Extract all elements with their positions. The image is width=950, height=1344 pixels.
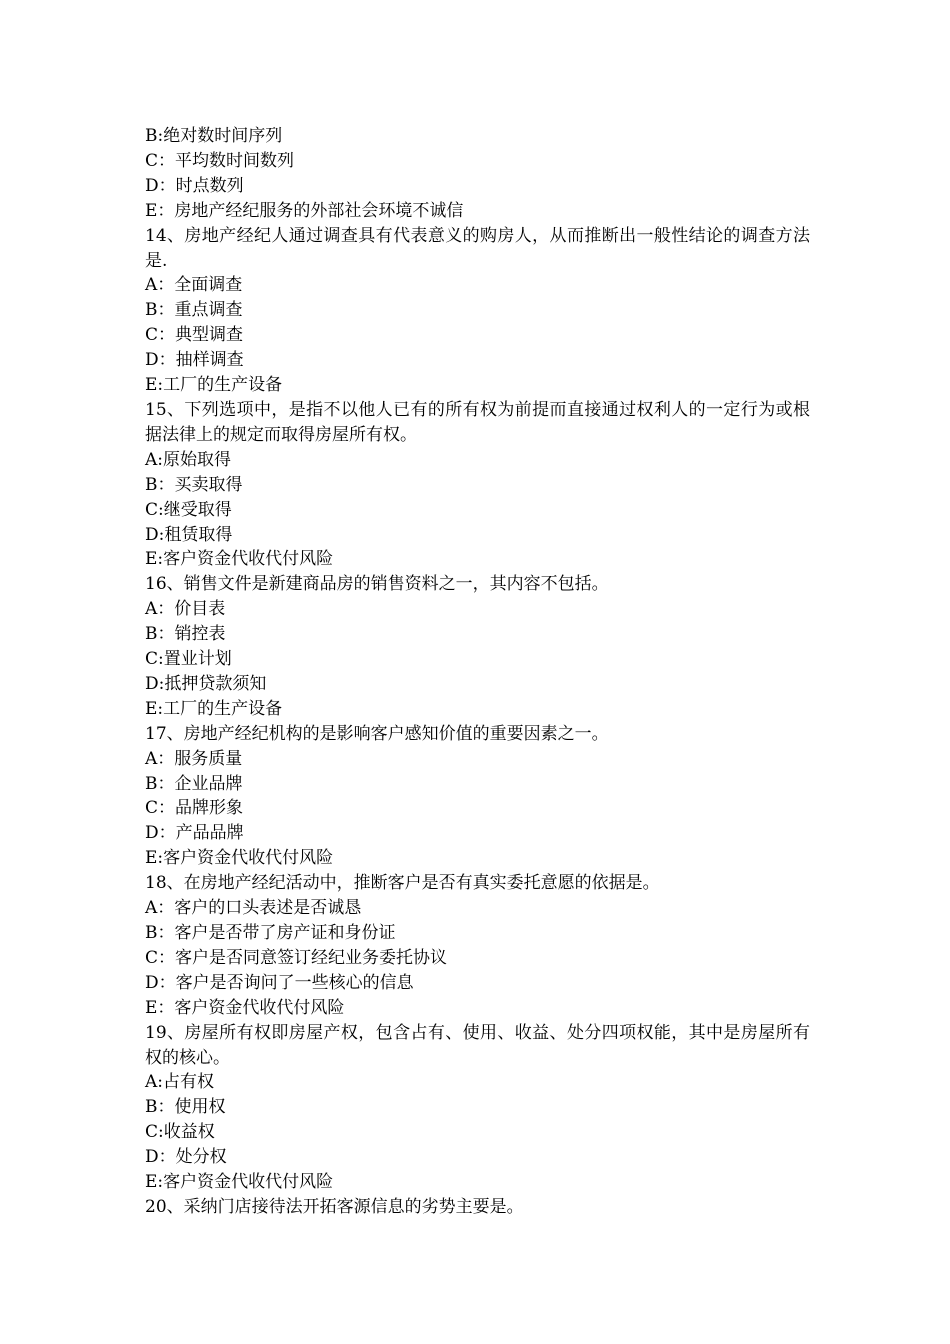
answer-option: C:收益权	[145, 1122, 215, 1143]
question-text: 17、房地产经纪机构的是影响客户感知价值的重要因素之一。	[145, 723, 609, 744]
answer-option: D：产品品牌	[145, 823, 244, 844]
answer-option: C：品牌形象	[145, 798, 244, 819]
answer-option: B：客户是否带了房产证和身份证	[145, 923, 396, 943]
answer-option: A：价目表	[145, 599, 226, 620]
answer-option: C：客户是否同意签订经纪业务委托协议	[145, 947, 448, 968]
answer-option: E:客户资金代收代付风险	[145, 848, 334, 869]
answer-option: C：平均数时间数列	[145, 150, 295, 171]
answer-option: E：客户资金代收代付风险	[145, 997, 345, 1018]
answer-option: B：买卖取得	[145, 474, 243, 495]
question-text: 19、房屋所有权即房屋产权，包含占有、使用、收益、处分四项权能，其中是房屋所有权的核心。	[145, 1022, 810, 1068]
answer-option: B：销控表	[145, 624, 226, 645]
answer-option: B：企业品牌	[145, 773, 243, 794]
answer-option: D：抽样调查	[145, 350, 244, 371]
question-text: 20、采纳门店接待法开拓客源信息的劣势主要是。	[145, 1196, 524, 1217]
answer-option: A:占有权	[145, 1072, 215, 1093]
answer-option: B：重点调查	[145, 300, 243, 321]
question-text: 14、房地产经纪人通过调查具有代表意义的购房人，从而推断出一般性结论的调查方法是.	[145, 225, 810, 271]
answer-option: A：全面调查	[145, 275, 243, 296]
answer-option: C:置业计划	[145, 649, 232, 670]
answer-option: D：客户是否询问了一些核心的信息	[145, 972, 414, 993]
answer-option: D:租赁取得	[145, 524, 233, 545]
answer-option: D:抵押贷款须知	[145, 673, 267, 694]
answer-option: E:工厂的生产设备	[145, 375, 283, 396]
answer-option: D：时点数列	[145, 175, 244, 196]
answer-option: C:继受取得	[145, 499, 232, 520]
answer-option: A：服务质量	[145, 748, 243, 769]
answer-option: E:客户资金代收代付风险	[145, 1172, 334, 1193]
answer-option: A：客户的口头表述是否诚恳	[145, 898, 362, 919]
answer-option: C：典型调查	[145, 325, 244, 346]
answer-option: B:绝对数时间序列	[145, 126, 283, 146]
question-text: 16、销售文件是新建商品房的销售资料之一，其内容不包括。	[145, 574, 609, 595]
answer-option: E:客户资金代收代付风险	[145, 549, 334, 570]
document-body	[145, 124, 810, 1220]
question-text: 18、在房地产经纪活动中，推断客户是否有真实委托意愿的依据是。	[145, 873, 660, 894]
answer-option: A:原始取得	[145, 449, 232, 470]
answer-option: D：处分权	[145, 1147, 227, 1168]
answer-option: E：房地产经纪服务的外部社会环境不诚信	[145, 200, 464, 221]
question-text: 15、下列选项中，是指不以他人已有的所有权为前提而直接通过权利人的一定行为或根据法律上的规定而取得房屋所有权。	[145, 399, 810, 445]
answer-option: E:工厂的生产设备	[145, 698, 283, 719]
answer-option: B：使用权	[145, 1097, 226, 1118]
